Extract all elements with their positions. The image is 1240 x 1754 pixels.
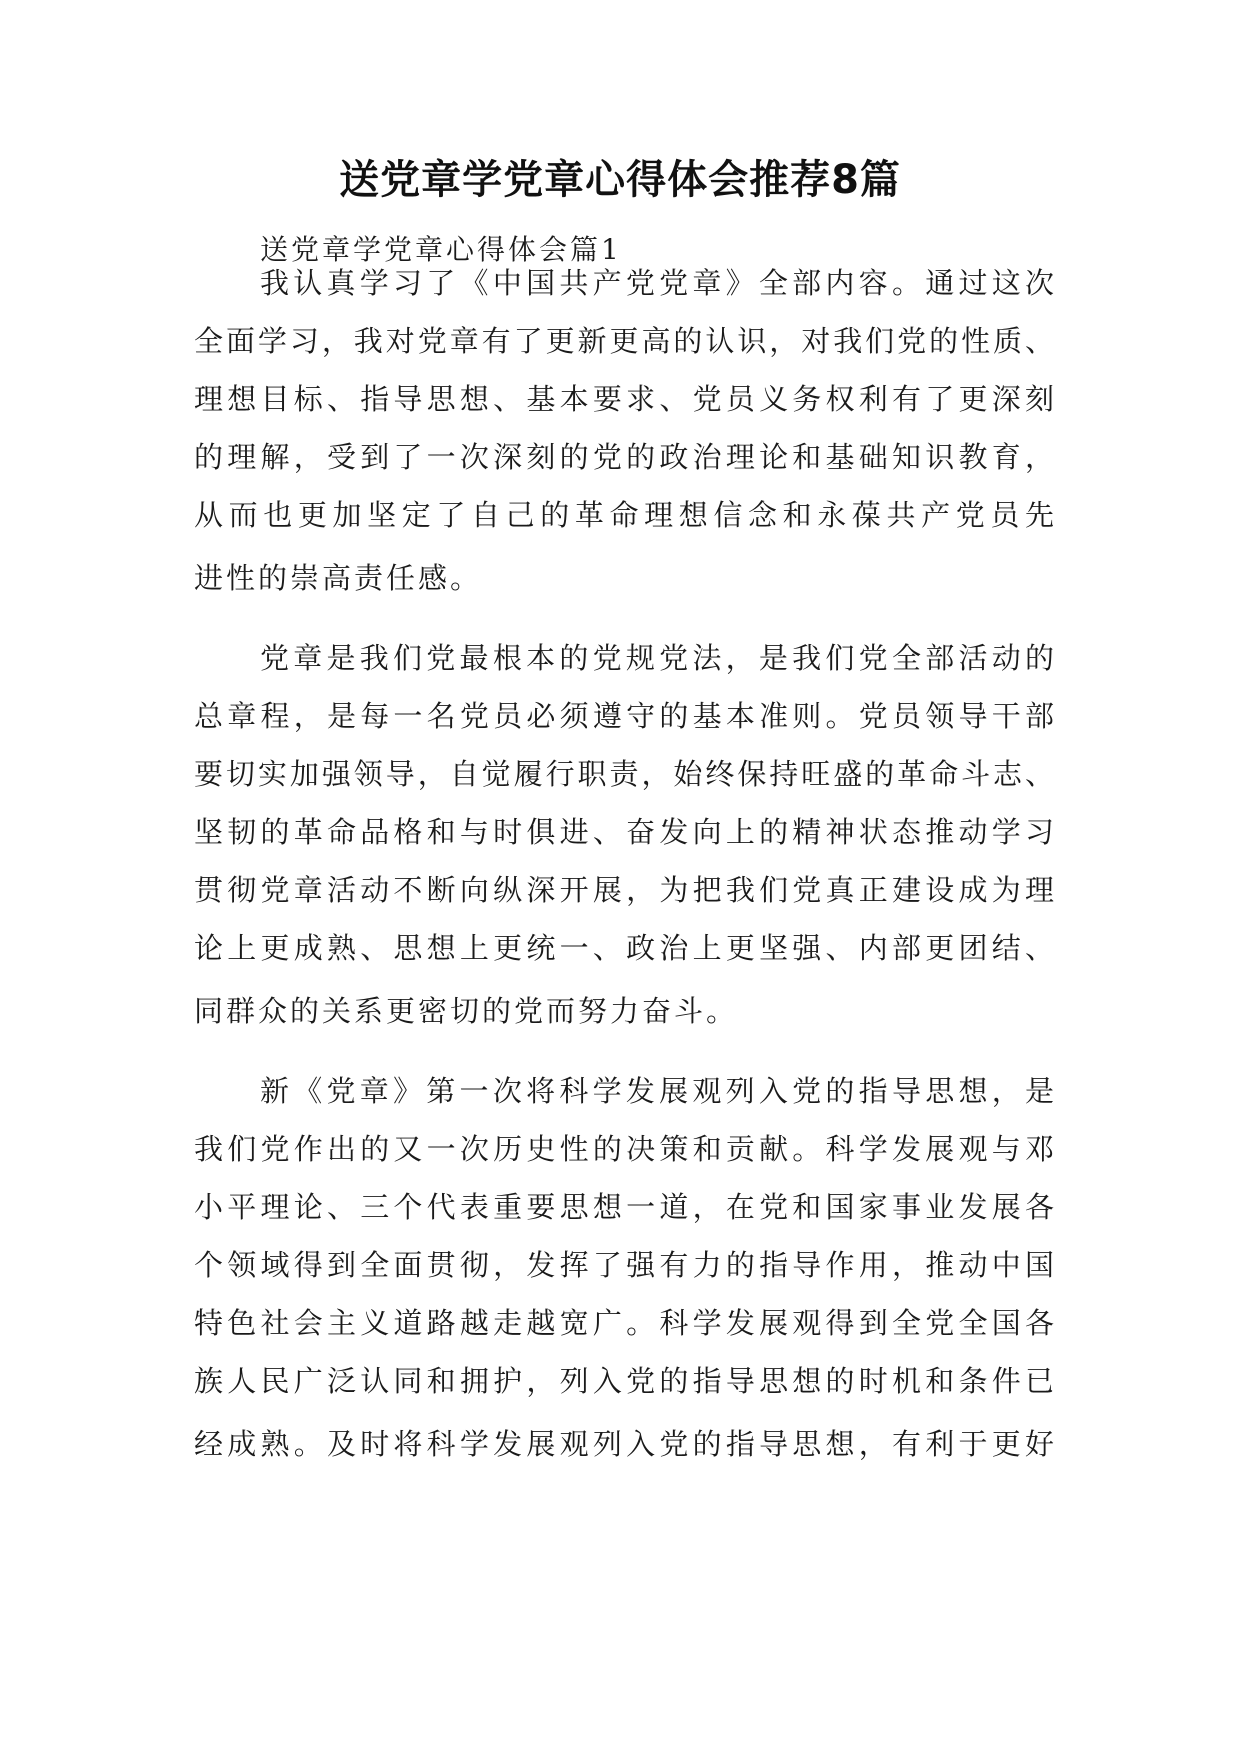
paragraph-2-line-4: 坚韧的革命品格和与时俱进、奋发向上的精神状态推动学习: [194, 815, 1054, 849]
paragraph-2-line-6: 论上更成熟、思想上更统一、政治上更坚强、内部更团结、: [194, 931, 1054, 965]
paragraph-3-line-3: 小平理论、三个代表重要思想一道，在党和国家事业发展各: [194, 1190, 1054, 1224]
paragraph-2-line-7: 同群众的关系更密切的党而努力奋斗。: [194, 994, 739, 1028]
paragraph-1-line-4: 的理解，受到了一次深刻的党的政治理论和基础知识教育，: [194, 440, 1054, 474]
paragraph-1-line-3: 理想目标、指导思想、基本要求、党员义务权利有了更深刻: [194, 382, 1054, 416]
section-heading: 送党章学党章心得体会篇1: [260, 233, 622, 266]
paragraph-3-line-5: 特色社会主义道路越走越宽广。科学发展观得到全党全国各: [194, 1306, 1054, 1340]
paragraph-1-line-6: 进性的崇高责任感。: [194, 561, 483, 595]
paragraph-1-line-1: 我认真学习了《中国共产党党章》全部内容。通过这次: [260, 266, 1054, 300]
paragraph-3-line-1: 新《党章》第一次将科学发展观列入党的指导思想，是: [260, 1074, 1054, 1108]
paragraph-3-line-7: 经成熟。及时将科学发展观列入党的指导思想，有利于更好: [194, 1427, 1054, 1461]
paragraph-3-line-6: 族人民广泛认同和拥护，列入党的指导思想的时机和条件已: [194, 1364, 1054, 1398]
paragraph-2-line-3: 要切实加强领导，自觉履行职责，始终保持旺盛的革命斗志、: [194, 757, 1054, 791]
paragraph-2-line-2: 总章程，是每一名党员必须遵守的基本准则。党员领导干部: [194, 699, 1054, 733]
paragraph-2-line-5: 贯彻党章活动不断向纵深开展，为把我们党真正建设成为理: [194, 873, 1054, 907]
document-title: 送党章学党章心得体会推荐8篇: [339, 157, 901, 203]
paragraph-1-line-5: 从而也更加坚定了自己的革命理想信念和永葆共产党员先: [194, 498, 1054, 532]
paragraph-3-line-2: 我们党作出的又一次历史性的决策和贡献。科学发展观与邓: [194, 1132, 1054, 1166]
paragraph-3-line-4: 个领域得到全面贯彻，发挥了强有力的指导作用，推动中国: [194, 1248, 1054, 1282]
paragraph-2-line-1: 党章是我们党最根本的党规党法，是我们党全部活动的: [260, 641, 1054, 675]
paragraph-1-line-2: 全面学习，我对党章有了更新更高的认识，对我们党的性质、: [194, 324, 1054, 358]
